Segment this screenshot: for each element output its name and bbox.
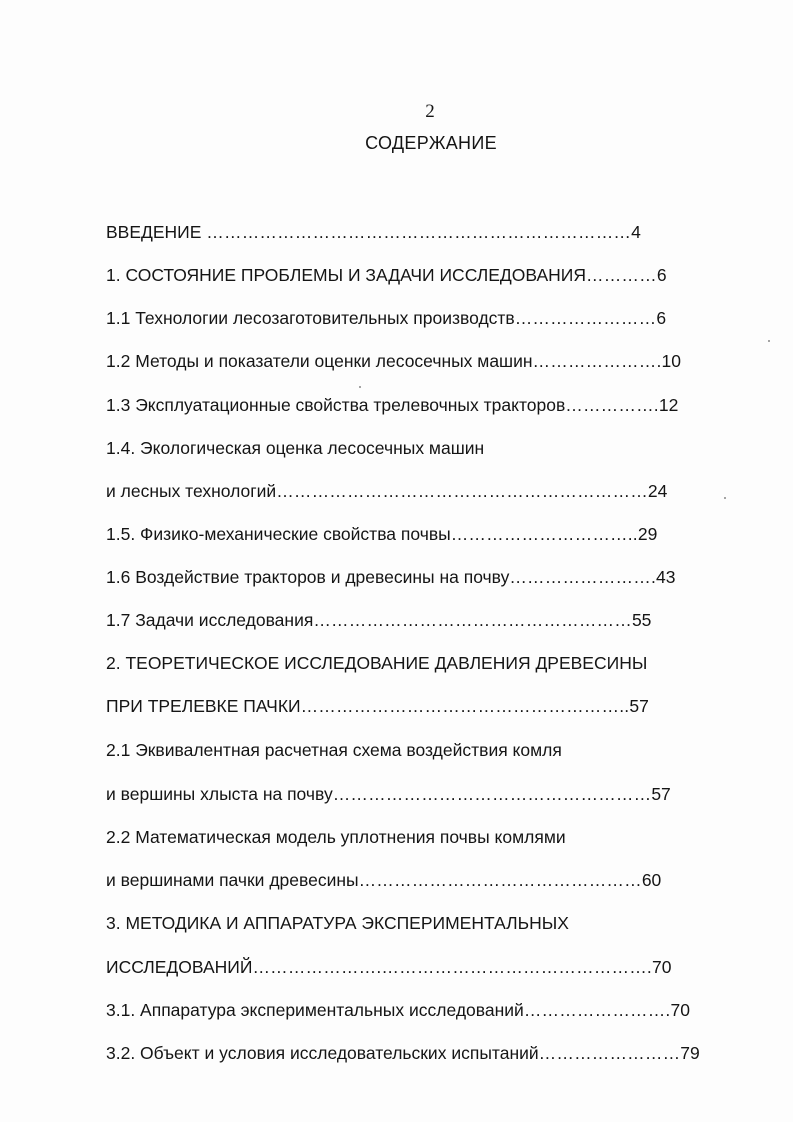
toc-entry [106, 869, 661, 891]
toc-entry-text: 1. СОСТОЯНИЕ ПРОБЛЕМЫ И ЗАДАЧИ ИССЛЕДОВАНИЯ [106, 265, 586, 285]
toc-page: 55 [631, 610, 652, 630]
toc-page: 6 [656, 308, 667, 328]
toc-entry-text: 3.1. Аппаратура экспериментальных исследований [106, 1000, 524, 1020]
scan-speck [768, 340, 770, 342]
toc-page: 70 [651, 957, 672, 977]
toc-entry-text: 1.3 Эксплуатационные свойства трелевочных тракторов [106, 395, 566, 415]
toc-entry-text: 2.1 Эквивалентная расчетная схема воздействия комля [106, 740, 562, 760]
toc-leader: …………………… [538, 1043, 681, 1063]
toc-entry [106, 609, 651, 631]
toc-entry-text: 1.7 Задачи исследования [106, 610, 314, 630]
toc-page: 6 [656, 265, 667, 285]
toc-page: 10 [661, 351, 681, 371]
toc-leader: ……………………………………………….. [300, 696, 630, 716]
toc-entry-text: 3. МЕТОДИКА И АППАРАТУРА ЭКСПЕРИМЕНТАЛЬНЫХ [106, 913, 569, 933]
toc-entry [106, 350, 681, 372]
toc-leader: …………………. [532, 351, 662, 371]
toc-entry [106, 307, 666, 329]
toc-entry [106, 956, 671, 978]
toc-leader: ……………………………………………… [313, 610, 632, 630]
toc-entry-text: 1.4. Экологическая оценка лесосечных машин [106, 438, 485, 458]
toc-entry-text: 2. ТЕОРЕТИЧЕСКОЕ ИССЛЕДОВАНИЕ ДАВЛЕНИЯ ДРЕВЕСИНЫ [106, 653, 648, 673]
toc-page: 57 [629, 696, 649, 716]
toc-entry [106, 264, 667, 286]
toc-entry [106, 695, 649, 717]
toc-entry-text: 1.5. Физико-механические свойства почвы [106, 524, 451, 544]
toc-entry [106, 523, 657, 545]
toc-leader: ………………………….. [450, 524, 638, 544]
toc-page: 4 [631, 222, 641, 242]
toc-entry [106, 826, 566, 848]
toc-page: 24 [647, 481, 668, 501]
toc-entry [106, 437, 484, 459]
toc-entry [106, 783, 671, 805]
toc-entry-text: 2.2 Математическая модель уплотнения почвы комлями [106, 827, 566, 847]
toc-entry [106, 221, 641, 243]
toc-leader: ……………………………………………… [332, 784, 652, 804]
toc-entry-text: 1.1 Технологии лесозаготовительных производств [106, 308, 515, 328]
toc-entry [106, 566, 675, 588]
toc-entry [106, 912, 569, 934]
scan-speck [359, 386, 361, 388]
toc-entry [106, 1042, 700, 1064]
toc-leader: ……………………………………………………………… [206, 222, 632, 242]
toc-leader: ………………….………………………………………. [252, 957, 652, 977]
toc-entry [106, 394, 678, 416]
page-number: 2 [425, 101, 435, 122]
toc-leader: ………………………………………… [358, 870, 642, 890]
toc-leader: …………………… [514, 308, 657, 328]
toc-entry-text: 1.2 Методы и показатели оценки лесосечных машин [106, 351, 533, 371]
toc-page: 79 [680, 1043, 700, 1063]
toc-page: 60 [641, 870, 662, 890]
toc-page: 12 [658, 395, 679, 415]
toc-leader: ……………………. [523, 1000, 671, 1020]
toc-page: 29 [637, 524, 658, 544]
toc-entry [106, 652, 647, 674]
page-title: СОДЕРЖАНИЕ [365, 133, 497, 153]
toc-entry [106, 739, 562, 761]
toc-leader: ……………………………………………………… [276, 481, 648, 501]
toc-entry-text: и вершинами пачки древесины [106, 870, 359, 890]
toc-page: 57 [651, 784, 671, 804]
toc-leader: ……………………. [509, 567, 657, 587]
toc-entry-text: ВВЕДЕНИЕ [106, 222, 207, 242]
scan-speck [724, 497, 726, 499]
toc-entry [106, 480, 667, 502]
toc-entry-text: и вершины хлыста на почву [106, 784, 333, 804]
toc-page: 43 [656, 567, 676, 587]
toc-entry-text: 1.6 Воздействие тракторов и древесины на почву [106, 567, 510, 587]
toc-entry-text: ИССЛЕДОВАНИЙ [106, 957, 253, 977]
toc-entry-text: ПРИ ТРЕЛЕВКЕ ПАЧКИ [106, 696, 301, 716]
toc-entry-text: и лесных технологий [106, 481, 277, 501]
toc-entry [106, 999, 690, 1021]
toc-page: 70 [670, 1000, 690, 1020]
toc-leader: ……………. [565, 395, 659, 415]
toc-entry-text: 3.2. Объект и условия исследовательских испытаний [106, 1043, 539, 1063]
toc-leader: ………… [586, 265, 657, 285]
